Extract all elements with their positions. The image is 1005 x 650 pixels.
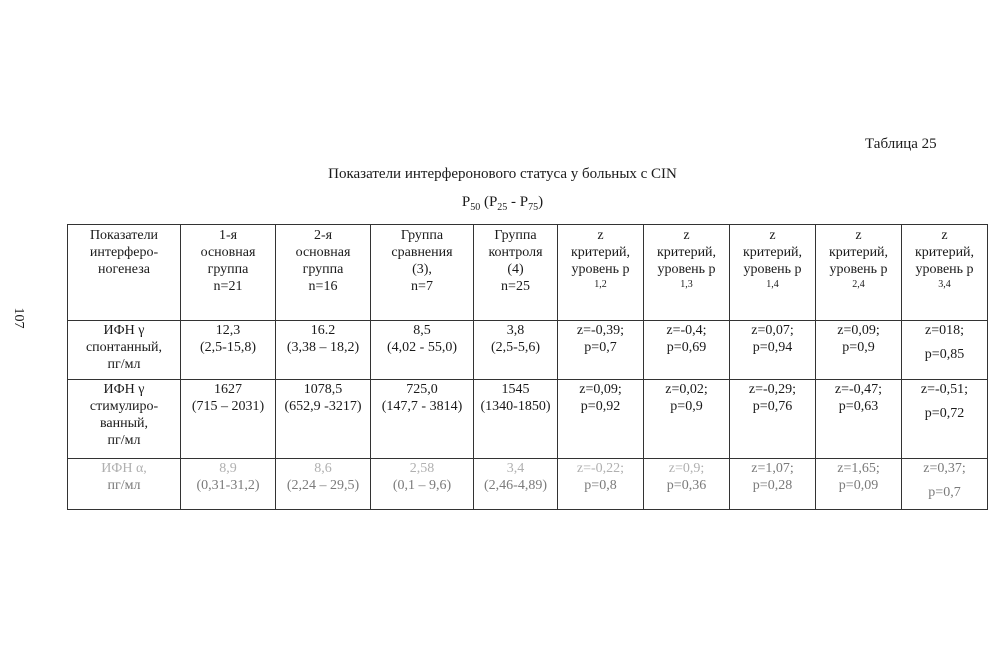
value-cell [371,380,474,459]
header-cell-z-1-2 [558,225,644,321]
z-value: z=1,65; [837,461,880,476]
header-cell-indicators [68,225,181,321]
p-value: p=0,7 [928,485,961,500]
z-value: z=0,37; [923,461,966,476]
header-line: 1-я [218,228,238,243]
header-line: Группа [494,228,537,243]
row-name-line: ИФН γ [103,323,145,338]
header-line: группа [302,262,344,277]
value-cell [181,321,276,380]
interval-value: (2,46-4,89) [484,478,547,493]
z-value-cell [558,321,644,380]
interval-value: (2,24 – 29,5) [286,478,360,493]
p-value: p=0,85 [924,347,965,362]
header-cell-z-2-4 [816,225,902,321]
header-line: z [769,228,776,243]
interval-value: (147,7 - 3814) [381,399,463,414]
z-value-cell [644,459,730,510]
row-name-line: пг/мл [107,478,141,493]
p-value: p=0,9 [842,340,875,355]
median-value: 8,5 [413,323,431,338]
row-name-line: ванный, [99,416,149,431]
interval-value: (4,02 - 55,0) [387,340,457,355]
header-line: 2-я [313,228,333,243]
value-cell [181,459,276,510]
median-value: 725,0 [406,382,438,397]
z-value: z=-0,47; [834,382,883,397]
p-value: p=0,94 [752,340,793,355]
header-level: 3,4 [938,279,951,290]
p-value: p=0,9 [670,399,703,414]
header-level: 1,4 [766,279,779,290]
table-label: Таблица 25 [865,136,937,152]
table-row-ifn-gamma-spontaneous [68,321,988,380]
header-row [68,225,988,321]
z-value: z=-0,4; [666,323,707,338]
header-line: уровень р [657,262,716,277]
header-line: Группа [400,228,444,243]
p-value: p=0,76 [752,399,793,414]
header-line: уровень р [915,262,974,277]
header-line: критерий, [742,245,803,260]
z-value-cell [644,321,730,380]
z-value: z=-0,39; [576,323,625,338]
interval-value: (3,38 – 18,2) [286,340,360,355]
median-value: 8,9 [219,461,237,476]
header-cell-group-1 [181,225,276,321]
header-line: сравнения [391,245,453,260]
header-line: уровень р [743,262,802,277]
value-cell [276,459,371,510]
header-line: критерий, [914,245,975,260]
table-title: Показатели интерферонового статуса у больных с CIN [328,166,677,182]
header-line: ногенеза [98,262,150,277]
p-value: p=0,8 [584,478,617,493]
interferon-status-table [67,224,988,510]
value-cell [276,321,371,380]
row-name-cell [68,380,181,459]
z-value-cell [816,321,902,380]
row-name-line: пг/мл [107,357,141,372]
statistic-line [0,194,1005,213]
header-cell-z-3-4 [902,225,988,321]
header-level: 1,2 [594,279,607,290]
row-name-line: ИФН α, [101,461,147,476]
header-line: (3), [412,262,432,277]
header-line: (4) [507,262,524,277]
header-cell-comparison-group [371,225,474,321]
median-value: 16.2 [310,323,336,338]
row-name-line: стимулиро- [89,399,159,414]
header-line: z [941,228,948,243]
z-value: z=-0,29; [748,382,797,397]
header-line: z [597,228,604,243]
row-name-cell [68,459,181,510]
header-line: критерий, [570,245,631,260]
header-line: n=7 [411,279,433,294]
header-line: основная [200,245,256,260]
interval-value: (0,31-31,2) [196,478,260,493]
row-name-line: ИФН γ [103,382,145,397]
value-cell [181,380,276,459]
header-cell-z-1-3 [644,225,730,321]
z-value: z=-0,51; [920,382,969,397]
stat-p75-sub: 75 [528,202,539,213]
p-value: p=0,09 [838,478,879,493]
header-cell-control-group [474,225,558,321]
z-value-cell [816,459,902,510]
z-value: z=0,02; [665,382,708,397]
z-value-cell [730,321,816,380]
z-value: z=1,07; [751,461,794,476]
p-value: p=0,63 [838,399,879,414]
header-line: уровень р [829,262,888,277]
header-line: n=16 [308,279,338,294]
header-line: контроля [488,245,543,260]
interval-value: (2,5-15,8) [200,340,256,355]
z-value-cell [816,380,902,459]
z-value-cell [902,380,988,459]
header-line: z [683,228,690,243]
p-value: p=0,69 [666,340,707,355]
row-name-cell [68,321,181,380]
header-line: основная [295,245,351,260]
p-value: p=0,7 [584,340,617,355]
median-value: 3,8 [506,323,525,338]
page-number: 107 [11,307,26,329]
value-cell [371,321,474,380]
median-value: 12,3 [215,323,241,338]
table-row-ifn-gamma-stimulated [68,380,988,459]
z-value: z=0,09; [579,382,622,397]
header-line: Показатели [89,228,159,243]
value-cell [276,380,371,459]
p-value: p=0,36 [666,478,707,493]
header-line: n=25 [501,279,530,294]
interval-value: (715 – 2031) [191,399,265,414]
header-level: 2,4 [852,279,865,290]
z-value-cell [644,380,730,459]
value-cell [371,459,474,510]
interval-value: (652,9 -3217) [284,399,362,414]
median-value: 1545 [501,382,530,397]
stat-p50: P [461,194,471,210]
header-line: интерферо- [89,245,159,260]
header-level: 1,3 [680,279,693,290]
row-name-line: пг/мл [107,433,141,448]
header-cell-group-2 [276,225,371,321]
interval-value: (2,5-5,6) [491,340,540,355]
value-cell [474,321,558,380]
stat-p25-sub: 25 [497,202,508,213]
z-value-cell [730,459,816,510]
z-value: z=-0,22; [576,461,625,476]
median-value: 1078,5 [303,382,343,397]
z-value-cell [902,459,988,510]
p-value: p=0,92 [580,399,621,414]
stat-p50-sub: 50 [470,202,481,213]
z-value: z=0,9; [668,461,705,476]
header-line: z [855,228,862,243]
header-line: группа [207,262,249,277]
stat-dash: - P [507,194,529,210]
z-value-cell [558,380,644,459]
p-value: p=0,72 [924,406,965,421]
median-value: 2,58 [409,461,435,476]
stat-close: ) [538,194,544,210]
header-line: критерий, [828,245,889,260]
interval-value: (0,1 – 9,6) [392,478,452,493]
header-line: критерий, [656,245,717,260]
header-cell-z-1-4 [730,225,816,321]
value-cell [474,459,558,510]
interval-value: (1340-1850) [480,399,551,414]
stat-open: (P [480,194,498,210]
z-value: z=0,07; [751,323,794,338]
z-value: z=0,09; [837,323,880,338]
z-value-cell [730,380,816,459]
p-value: p=0,28 [752,478,793,493]
table-row-ifn-alpha [68,459,988,510]
header-line: уровень р [571,262,630,277]
median-value: 3,4 [506,461,525,476]
z-value-cell [558,459,644,510]
value-cell [474,380,558,459]
header-line: n=21 [213,279,243,294]
median-value: 8,6 [314,461,332,476]
z-value: z=018; [925,323,964,338]
row-name-line: спонтанный, [85,340,163,355]
median-value: 1627 [214,382,242,397]
z-value-cell [902,321,988,380]
